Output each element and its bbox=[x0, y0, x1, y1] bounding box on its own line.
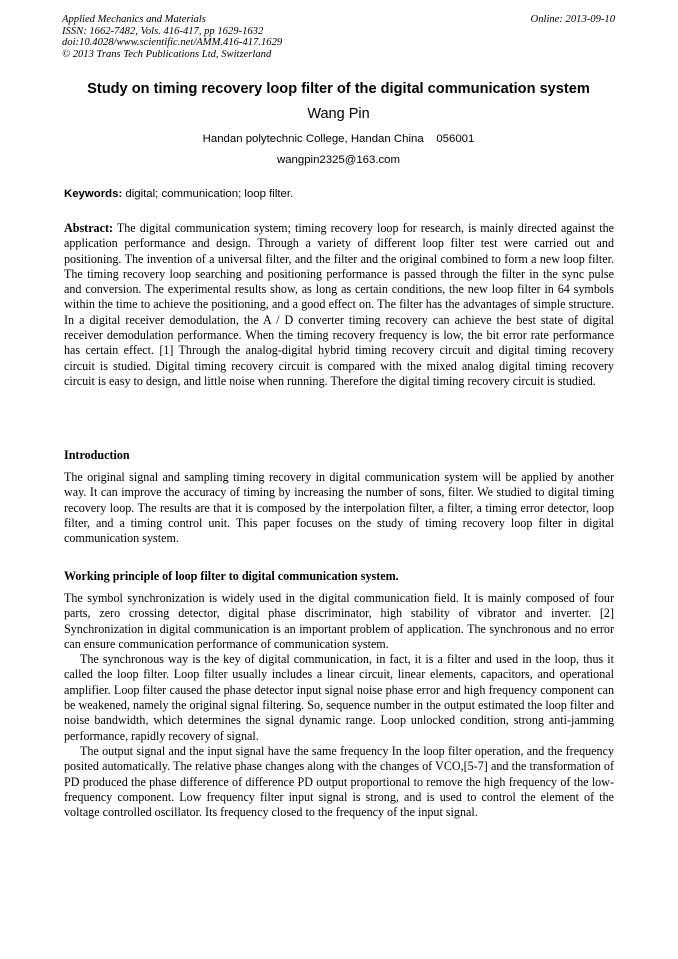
affiliation: Handan polytechnic College, Handan China 056001 bbox=[202, 133, 475, 145]
abstract-text: The digital communication system; timing recovery loop for research, is mainly directed against the application performance and design. Through a variety of different loop filter test were carried out and positioning. The invention of a universal filter, and the filter and the original combined to form a new loop filter. The timing recovery loop searching and positioning performance is passed through the filter in the sync pulse and conversion. The experimental results show, as long as certain conditions, the new loop filter in 64 symbols within the time to achieve the positioning, and a good effect on. The filter has the advantages of simple structure. In a digital receiver demodulation, the A / D converter timing recovery can achieve the best state of digital receiver demodulation performance. When the timing recovery frequency is low, the bit error rate performance has certain effect. [1] Through the analog-digital hybrid timing recovery circuit and digital timing recovery circuit is studied. Digital timing recovery circuit is compared with the mixed analog digital timing recovery circuit is easy to design, and little noise when running. Therefore the digital timing recovery circuit is studied. bbox=[64, 221, 614, 388]
journal-name: Applied Mechanics and Materials bbox=[62, 14, 206, 25]
keywords bbox=[64, 187, 616, 201]
introduction-heading: Introduction bbox=[64, 448, 130, 462]
paragraph: The synchronous way is the key of digital communication, in fact, it is a filter and used in the loop, thus it called the loop filter. Loop filter usually includes a linear circuit, linear elements, capacitors, and operational amplifier. Loop filter caused the phase detector input signal noise phase error and high frequency component can be weakened, namely the original signal filtering. So, sequence number in the output estimated the loop filter and noise bandwidth, which determines the signal dynamic range. Loop unlocked condition, strong anti-jamming performance, rapidly recovery of signal. bbox=[64, 652, 614, 743]
doi-line: doi:10.4028/www.scientific.net/AMM.416-417.1629 bbox=[62, 37, 283, 49]
online-date: Online: 2013-09-10 bbox=[530, 14, 615, 25]
author-email: wangpin2325@163.com bbox=[276, 154, 401, 166]
working-principle-body bbox=[64, 591, 614, 820]
keywords-text: digital; communication; loop filter. bbox=[122, 188, 294, 200]
author-name: Wang Pin bbox=[307, 106, 370, 122]
copyright-line: © 2013 Trans Tech Publications Ltd, Switzerland bbox=[62, 48, 272, 60]
journal-header bbox=[62, 14, 615, 60]
introduction-paragraph: The original signal and sampling timing recovery in digital communication system will be applied by another way. It can improve the accuracy of timing by increasing the number of sons, filter. We studied to digital timing recovery loop. The results are that it is composed by the interpolation filter, a filter, a timing error detector, loop filter, and a timing control unit. This paper focuses on the study of timing recovery loop filter in digital communication system. bbox=[64, 470, 614, 546]
keywords-label: Keywords: bbox=[64, 188, 123, 200]
paragraph: The output signal and the input signal have the same frequency In the loop filter operation, and the frequency posited automatically. The relative phase changes along with the changes of VCO,[5-7] and the transformation of PD produced the phase difference of difference PD output proportional to remove the high frequency of the low-frequency component. Low frequency filter input signal is strong, and is used to control the element of the voltage controlled oscillator. Its frequency closed to the frequency of the input signal. bbox=[64, 743, 614, 820]
abstract-label: Abstract: bbox=[64, 221, 114, 235]
paragraph: The symbol synchronization is widely used in the digital communication field. It is mainly composed of four parts, zero crossing detector, digital phase discriminator, high stability of vibrator and inverter. [2] Synchronization in digital communication is an important problem of application. The synchronous and no error can ensure communication performance of communication system. bbox=[64, 591, 614, 651]
working-principle-heading: Working principle of loop filter to digital communication system. bbox=[64, 569, 399, 583]
abstract bbox=[64, 221, 614, 389]
issn-line: ISSN: 1662-7482, Vols. 416-417, pp 1629-1632 bbox=[62, 25, 264, 37]
paper-title: Study on timing recovery loop filter of the digital communication system bbox=[87, 81, 590, 97]
